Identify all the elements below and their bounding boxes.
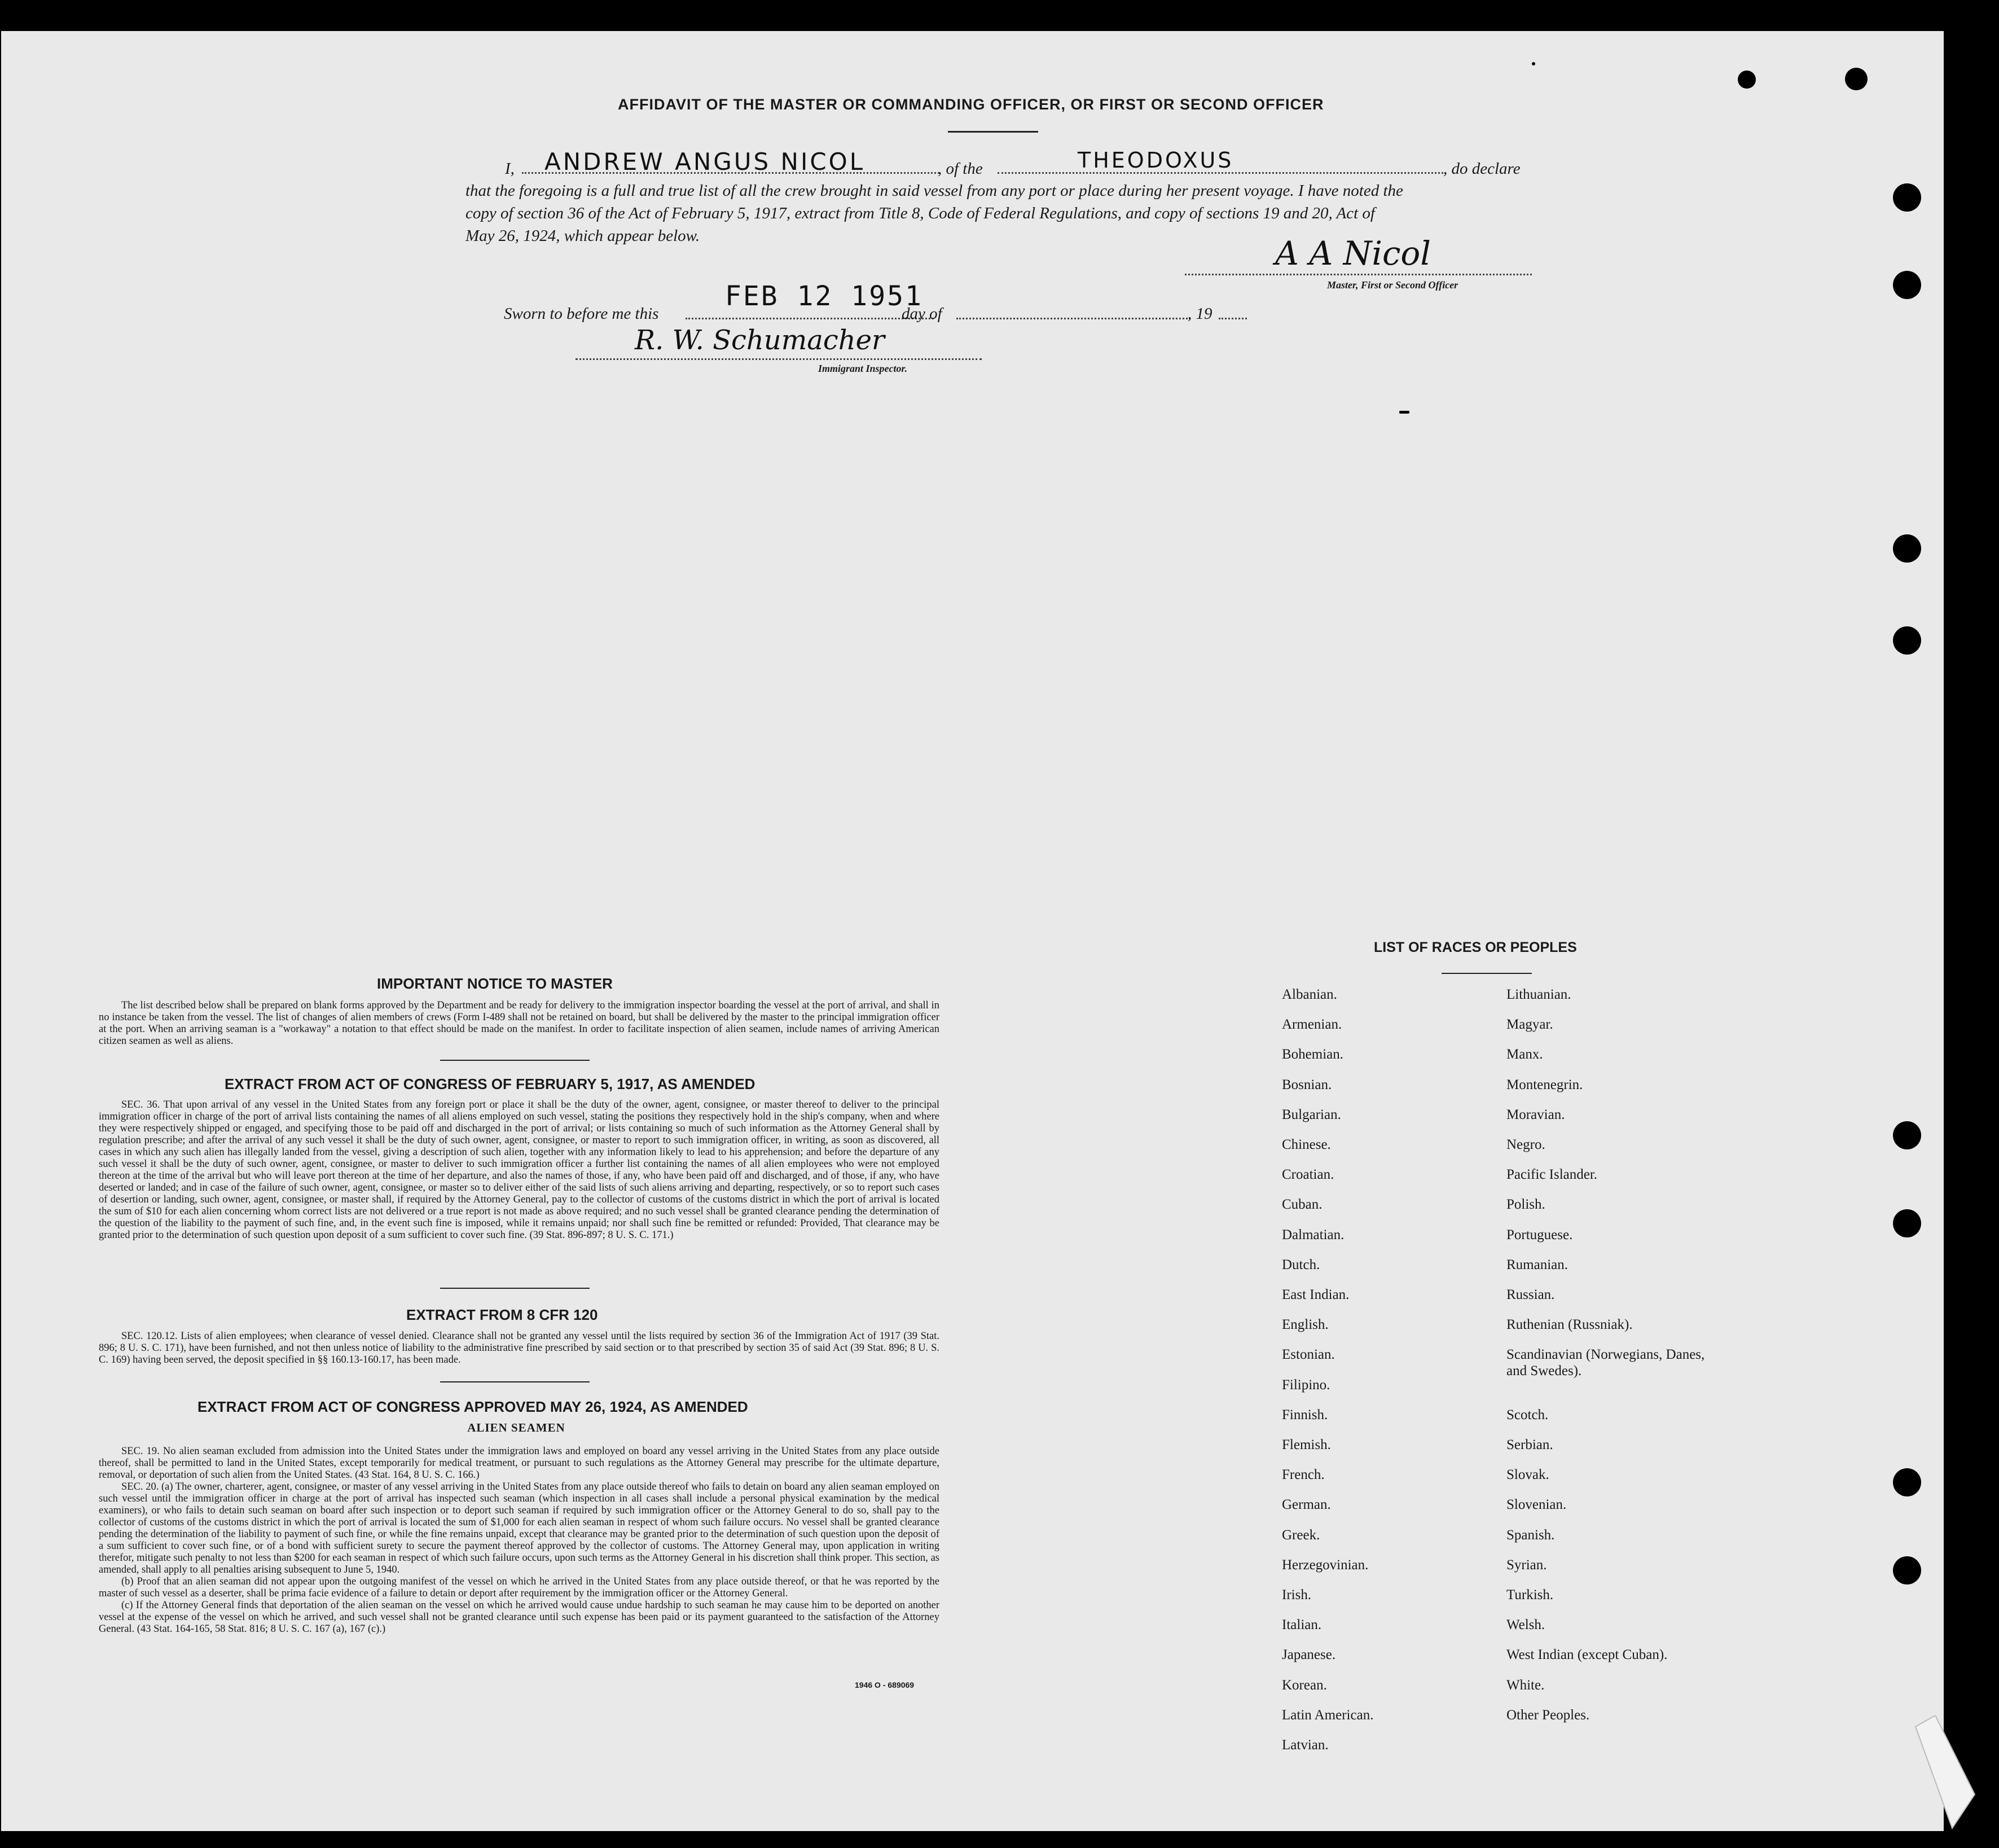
race-item: Pacific Islander.	[1506, 1167, 1598, 1183]
race-item: Greek.	[1282, 1527, 1320, 1543]
folded-corner	[1913, 1715, 1980, 1840]
race-item: Bulgarian.	[1282, 1107, 1341, 1122]
race-item: Filipino.	[1282, 1377, 1330, 1393]
race-item: Albanian.	[1282, 987, 1337, 1002]
affidavit-line-3: copy of section 36 of the Act of February 5, 1917, extract from Title 8, Code of Federal Regulations, and copy of sections 19 and 20, Act of	[465, 204, 1375, 222]
race-item: Other Peoples.	[1506, 1707, 1590, 1723]
race-item: Italian.	[1282, 1617, 1322, 1633]
notice-body	[99, 1000, 939, 1047]
races-list-title: LIST OF RACES OR PEOPLES	[1374, 940, 1577, 955]
race-item: Portuguese.	[1506, 1227, 1573, 1243]
punch-hole	[1893, 271, 1921, 299]
race-item: Serbian.	[1506, 1437, 1553, 1452]
divider	[440, 1381, 590, 1382]
race-item: Turkish.	[1506, 1587, 1554, 1603]
race-item: Manx.	[1506, 1047, 1543, 1063]
race-item: Bosnian.	[1282, 1077, 1332, 1092]
race-item: Dutch.	[1282, 1257, 1320, 1272]
speck	[1532, 62, 1535, 65]
race-item: Montenegrin.	[1506, 1077, 1583, 1092]
punch-hole	[1893, 1121, 1921, 1149]
race-item: Cuban.	[1282, 1197, 1323, 1213]
race-item: Armenian.	[1282, 1017, 1342, 1033]
race-item: Irish.	[1282, 1587, 1312, 1603]
vessel-name-handwritten: THEODOXUS	[1078, 148, 1234, 173]
race-item: Finnish.	[1282, 1407, 1328, 1423]
extract-cfr-title: EXTRACT FROM 8 CFR 120	[406, 1306, 598, 1323]
inspector-signature-line	[575, 358, 982, 360]
race-item: Scandinavian (Norwegians, Danes, and Swedes).	[1506, 1347, 1705, 1379]
speck	[1399, 411, 1409, 414]
section-120-12-paragraph: SEC. 120.12. Lists of alien employees; when clearance of vessel denied. Clearance shall not be granted any vessel until the lists required by section 36 of the Immigration Act of 1917 (39 Stat. 896; 8 U. S. C. 171), have been furnished, and not then unless notice of liability to the administrative fine prescribed by said section or to that prescribed by section 35 of said Act (39 Stat. 896; 8 U. S. C. 169) having been served, the deposit specified in §§ 160.13-160.17, has been made.	[99, 1331, 939, 1366]
sworn-label: Sworn to before me this	[504, 305, 659, 323]
extract-1924-title: EXTRACT FROM ACT OF CONGRESS APPROVED MAY 26, 1924, AS AMENDED	[197, 1398, 748, 1415]
year-line	[1219, 318, 1247, 319]
race-item: Negro.	[1506, 1137, 1545, 1152]
day-of-label: day of	[902, 305, 942, 323]
inspector-caption: Immigrant Inspector.	[818, 363, 908, 374]
punch-hole	[1893, 1209, 1921, 1237]
master-signature: A A Nicol	[1275, 234, 1431, 273]
race-item: Polish.	[1506, 1197, 1545, 1213]
year-label: , 19	[1188, 305, 1212, 323]
punch-hole	[1893, 1556, 1921, 1584]
date-stamp: FEB 12 1951	[725, 280, 923, 312]
notice-title: IMPORTANT NOTICE TO MASTER	[377, 975, 613, 992]
punch-hole	[1845, 68, 1868, 90]
race-item: Flemish.	[1282, 1437, 1331, 1452]
divider	[1442, 973, 1532, 974]
race-item: Korean.	[1282, 1677, 1327, 1693]
race-item: Rumanian.	[1506, 1257, 1569, 1272]
race-item: Syrian.	[1506, 1557, 1547, 1573]
do-declare-label: , do declare	[1443, 160, 1521, 178]
race-item: Welsh.	[1506, 1617, 1545, 1633]
race-item: West Indian (except Cuban).	[1506, 1647, 1668, 1663]
race-item: Croatian.	[1282, 1167, 1334, 1183]
section-36-paragraph: SEC. 36. That upon arrival of any vessel in the United States from any foreign port or place it shall be the duty of the owner, agent, consignee, or master thereof to deliver to the principal immigration officer in charge of the port of arrival lists containing the names of all aliens employed on such vessel, stating the positions they respectively hold in the ship's company, when and where they were respectively shipped or engaged, and specifying those to be paid off and discharged in the port of arrival; or lists containing so much of such information as the Attorney General shall by regulation prescribe; and after the arrival of any such vessel it shall be the duty of such owner, agent, consignee, or master to report to such immigration officer, in writing, as soon as discovered, all cases in which any such alien has illegally landed from the vessel, giving a description of such alien, together with any information likely to lead to his apprehension; and before the departure of any such vessel it shall be the duty of such owner, agent, consignee, or master to deliver to such immigration officer a further list containing the names of all alien employees who were not employed thereon at the time of the arrival but who will leave port thereon at the time of her departure, and also the names of those, if any, who have been paid off and discharged, and of those, if any, who have deserted or landed; and in case of the failure of such owner, agent, consignee, or master so to deliver either of the said lists of such aliens arriving and departing, respectively, or so to report such cases of desertion or landing, such owner, agent, consignee, or master shall, if required by the Attorney General, pay to the collector of customs of the customs district in which the port of arrival is located the sum of $10 for each alien concerning whom correct lists are not delivered or a true report is not made as above required; and no such vessel shall be granted clearance pending the determination of the question of the liability to the payment of such fine, and, in the event such fine is imposed, while it remains unpaid; nor shall such fine be remitted or refunded: Provided, That clearance may be granted prior to the determination of such question upon deposit of a sum sufficient to cover such fine. (39 Stat. 896-897; 8 U. S. C. 171.)	[99, 1099, 939, 1241]
race-item: Latvian.	[1282, 1737, 1329, 1753]
affidavit-line-4: May 26, 1924, which appear below.	[465, 227, 700, 245]
of-the-label: , of the	[938, 160, 983, 178]
punch-hole	[1893, 626, 1921, 655]
race-item: Chinese.	[1282, 1137, 1331, 1152]
affidavit-title: AFFIDAVIT OF THE MASTER OR COMMANDING OFFICER, OR FIRST OR SECOND OFFICER	[618, 96, 1324, 113]
divider	[948, 131, 1038, 133]
divider	[440, 1060, 590, 1061]
race-item: Slovak.	[1506, 1467, 1549, 1483]
race-item: Herzegovinian.	[1282, 1557, 1369, 1573]
race-item: Magyar.	[1506, 1017, 1553, 1033]
race-item: Slovenian.	[1506, 1497, 1567, 1513]
alien-seamen-subtitle: ALIEN SEAMEN	[467, 1421, 565, 1434]
notice-paragraph: The list described below shall be prepared on blank forms approved by the Department and be ready for delivery to the immigration inspector boarding the vessel at the port of arrival, and shall in no instance be taken from the vessel. The list of changes of alien members of crews (Form I-489 shall not be retained on board, but shall be delivered by the master to the principal immigration officer at the port. When an arriving seaman is a "workaway" a notation to that effect should be made on the manifest. In order to facilitate inspection of alien seamen, include names of arriving American citizen seamen as well as aliens.	[99, 1000, 939, 1047]
sworn-date-line	[686, 318, 934, 319]
race-item: French.	[1282, 1467, 1325, 1483]
punch-hole	[1738, 71, 1756, 89]
section-20c-paragraph: (c) If the Attorney General finds that deportation of the alien seaman on the vessel on which he arrived would cause undue hardship to such seaman he may cause him to be deported on another vessel at the expense of the vessel on which he arrived, and such vessel shall not be granted clearance until such expense has been paid or its payment guaranteed to the satisfaction of the Attorney General. (43 Stat. 164-165, 58 Stat. 816; 8 U. S. C. 167 (a), 167 (c).)	[99, 1600, 939, 1635]
race-item: English.	[1282, 1317, 1329, 1333]
extract-1917-body	[99, 1099, 939, 1241]
inspector-signature: R. W. Schumacher	[635, 324, 885, 356]
race-item: German.	[1282, 1497, 1331, 1513]
race-item: Dalmatian.	[1282, 1227, 1345, 1243]
race-item: East Indian.	[1282, 1287, 1350, 1302]
race-item: White.	[1506, 1677, 1545, 1693]
race-item: Russian.	[1506, 1287, 1555, 1302]
section-20b-paragraph: (b) Proof that an alien seaman did not appear upon the outgoing manifest of the vessel on which he arrived in the United States from any place outside thereof, or that he was reported by the master of such vessel as a deserter, shall be prima facie evidence of a failure to detain or deport after requirement by the immigration officer or the Attorney General.	[99, 1576, 939, 1599]
master-caption: Master, First or Second Officer	[1327, 279, 1458, 291]
race-item: Scotch.	[1506, 1407, 1549, 1423]
extract-cfr-body	[99, 1331, 939, 1366]
master-name-handwritten: ANDREW ANGUS NICOL	[544, 148, 865, 175]
i-label: I,	[505, 160, 515, 178]
race-item: Bohemian.	[1282, 1047, 1344, 1063]
race-item: Latin American.	[1282, 1707, 1374, 1723]
race-item: Ruthenian (Russniak).	[1506, 1317, 1633, 1333]
month-line	[956, 318, 1190, 319]
race-item: Moravian.	[1506, 1107, 1565, 1122]
extract-1917-title: EXTRACT FROM ACT OF CONGRESS OF FEBRUARY 5, 1917, AS AMENDED	[225, 1076, 755, 1092]
race-item: Japanese.	[1282, 1647, 1336, 1663]
punch-hole	[1893, 1468, 1921, 1496]
race-item: Estonian.	[1282, 1347, 1335, 1363]
print-code: 1946 O - 689069	[855, 1680, 915, 1689]
section-19-paragraph: SEC. 19. No alien seaman excluded from admission into the United States under the immigration laws and employed on board any vessel arriving in the United States from any place outside thereof, shall be permitted to land in the United States, except temporarily for medical treatment, or pursuant to such regulations as the Attorney General may prescribe for the ultimate departure, removal, or deportation of such alien from the United States. (43 Stat. 164, 8 U. S. C. 166.)	[99, 1446, 939, 1481]
master-signature-line	[1185, 274, 1532, 275]
extract-1924-body	[99, 1446, 939, 1635]
divider	[440, 1288, 590, 1289]
race-item: Spanish.	[1506, 1527, 1555, 1543]
punch-hole	[1893, 183, 1921, 212]
race-item: Lithuanian.	[1506, 987, 1571, 1002]
affidavit-line-2: that the foregoing is a full and true list of all the crew brought in said vessel from any port or place during her present voyage. I have noted the	[465, 182, 1403, 200]
section-20a-paragraph: SEC. 20. (a) The owner, charterer, agent, consignee, or master of any vessel arriving in the United States from any place outside thereof who fails to detain on board any alien seaman employed on such vessel until the immigration officer in charge at the port of arrival has inspected such seaman (which inspection in all cases shall include a personal physical examination by the medical examiners), or who fails to detain such seaman on board after such inspection or to deport such seaman if required by such immigration officer or the Attorney General to do so, shall pay to the collector of customs of the customs district in which the port of arrival is located the sum of $1,000 for each alien seaman in respect of whom such failure occurs. No vessel shall be granted clearance pending the determination of the liability to payment of such fine, or while the fine remains unpaid, except that clearance may be granted prior to the determination of such question upon the deposit of a sum sufficient to cover such fine, or of a bond with sufficient surety to secure the payment thereof approved by the collector of customs. The Attorney General may, upon application in writing therefor, mitigate such penalty to not less than $200 for each seaman in respect of which such failure occurs, upon such terms as the Attorney General in his discretion shall think proper. This section, as amended, shall apply to all penalties arising subsequent to June 5, 1940.	[99, 1481, 939, 1575]
punch-hole	[1893, 534, 1921, 563]
